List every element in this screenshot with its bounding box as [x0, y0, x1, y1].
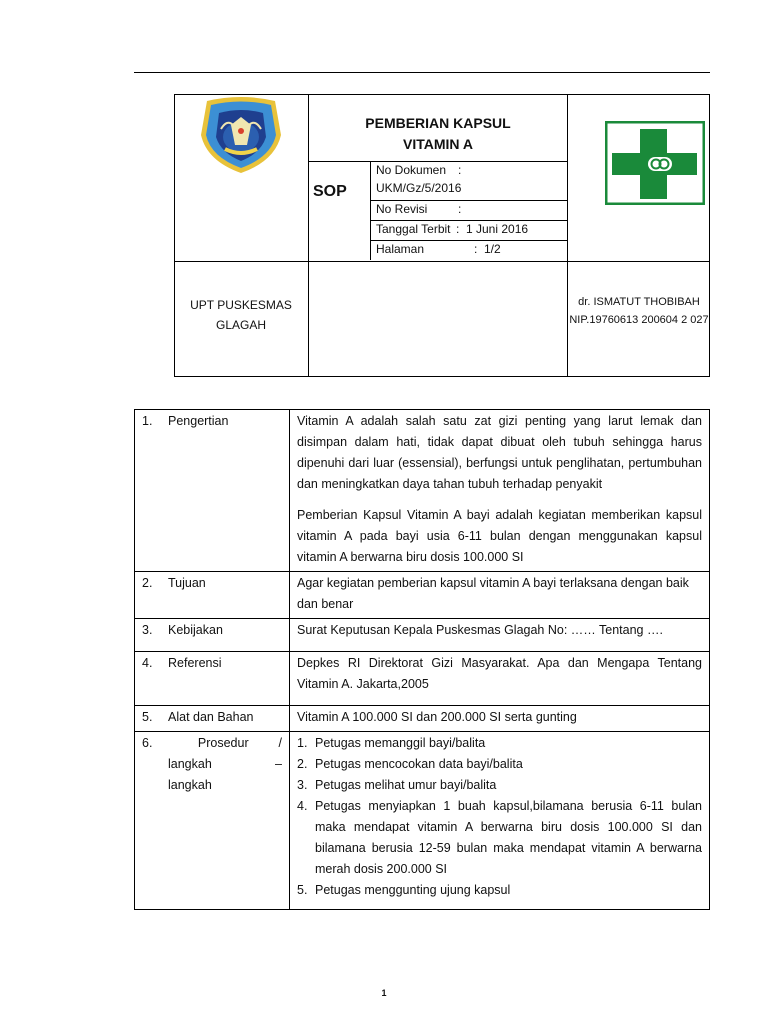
sop-label: SOP [313, 183, 347, 200]
header-divider [370, 161, 371, 260]
list-item: 1. Petugas memanggil bayi/balita [297, 736, 486, 750]
table-row [135, 572, 710, 619]
tanggal-terbit-row: Tanggal Terbit : 1 Juni 2016 [376, 222, 529, 236]
signature-block: dr. ISMATUT THOBIBAH NIP.19760613 200604 2 027 [569, 296, 709, 326]
list-item: 2. Petugas mencocokan data bayi/balita [297, 757, 523, 771]
regency-crest-icon [191, 95, 291, 175]
list-item: 5. Petugas menggunting ujung kapsul [297, 883, 511, 897]
row-label: 1. Pengertian [135, 410, 290, 572]
row-label: 5. Alat dan Bahan [135, 706, 290, 732]
row-label: 3. Kebijakan [135, 619, 290, 652]
sop-content-table [134, 409, 710, 910]
procedure-steps [297, 733, 702, 901]
table-row [135, 619, 710, 652]
puskesmas-cross-icon [605, 121, 705, 205]
row-value: Surat Keputusan Kepala Puskesmas Glagah No: …… Tentang …. [290, 619, 710, 652]
no-dokumen-row: No Dokumen : [376, 163, 462, 177]
row-label: 4. Referensi [135, 652, 290, 706]
table-row [135, 732, 710, 910]
organization-name: UPT PUSKESMAS GLAGAH [190, 298, 292, 332]
row-value: Vitamin A adalah salah satu zat gizi penting yang larut lemak dan disimpan dalam hati, tidak dapat dibuat oleh tubuh sehingga harus dipenuhi dari luar (essensial), berfungsi untuk penglihatan, pertumbuhan dan meningkatkan daya tahan tubuh terhadap penyakit Pemberian Kapsul Vitamin A bayi adalah kegiatan memberikan kapsul vitamin A pada bayi usia 6-11 bulan dengan menggunakan kapsul vitamin A berwarna biru dosis 100.000 SI [290, 410, 710, 572]
sop-header-table [174, 94, 710, 377]
list-item: 4. Petugas menyiapkan 1 buah kapsul,bilamana berusia 6-11 bulan maka mendapat vitamin A berwarna biru dosis 100.000 SI dan bilamana berusia 12-59 bulan maka mendapat vitamin A berwarna merah dosis 200.000 SI [297, 799, 702, 876]
no-revisi-row: No Revisi : [376, 202, 462, 216]
table-row [135, 410, 710, 572]
list-item: 3. Petugas melihat umur bayi/balita [297, 778, 497, 792]
row-label: 6. Prosedur / langkah – langkah [135, 732, 290, 910]
row-value [290, 732, 710, 910]
row-label: 2. Tujuan [135, 572, 290, 619]
page-number: 1 [381, 988, 387, 998]
document-title: PEMBERIAN KAPSUL VITAMIN A [365, 115, 511, 152]
header-divider [567, 95, 568, 376]
row-value: Agar kegiatan pemberian kapsul vitamin A bayi terlaksana dengan baik dan benar [290, 572, 710, 619]
top-rule [134, 72, 710, 73]
no-dokumen-value: UKM/Gz/5/2016 [376, 181, 462, 195]
table-row [135, 706, 710, 732]
header-divider [175, 261, 709, 262]
row-value: Depkes RI Direktorat Gizi Masyarakat. Apa dan Mengapa Tentang Vitamin A. Jakarta,2005 [290, 652, 710, 706]
halaman-row: Halaman : 1/2 [376, 242, 501, 256]
row-value: Vitamin A 100.000 SI dan 200.000 SI serta gunting [290, 706, 710, 732]
table-row [135, 652, 710, 706]
